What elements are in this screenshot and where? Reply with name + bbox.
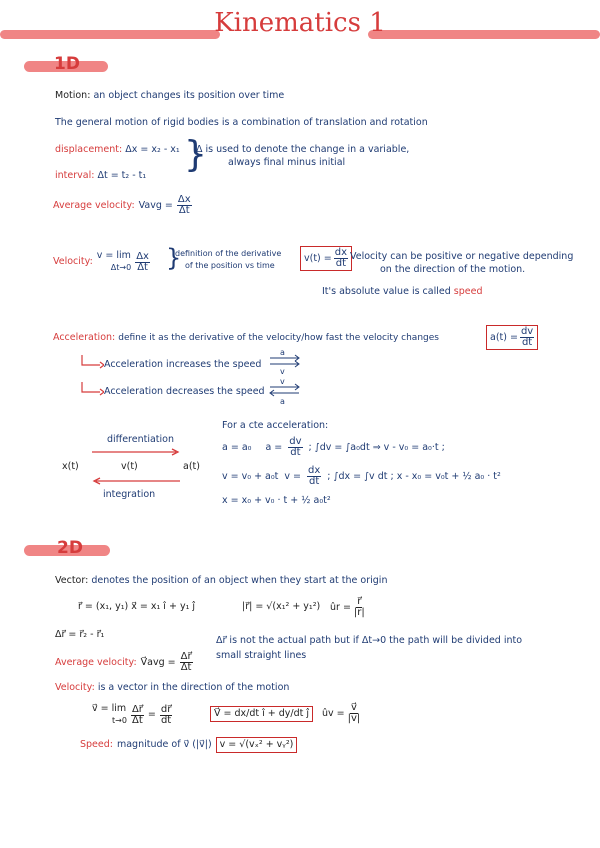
avg-velocity-lhs: Vavg = [138, 199, 173, 211]
cte-row-1: a = a₀ a = $\frac{dv}{dt}$ ; ∫dv = ∫a₀dt ⇒ v - v₀ = a₀·t ; [222, 436, 445, 458]
dr-note-2: small straight lines [216, 650, 307, 661]
unit-v: ûv = $\frac{v⃗}{|v|}$ [322, 702, 361, 724]
r-magnitude: |r⃗| = √(x₁² + y₁²) [242, 601, 321, 612]
speed-box: v = √(vₓ² + vᵧ²) [216, 737, 298, 753]
motion-text: an object changes its position over time [93, 90, 285, 101]
dr-equation: Δr⃗ = r⃗₂ - r⃗₁ [55, 629, 105, 640]
acceleration-line [53, 332, 439, 344]
cte-row-2: v = v₀ + a₀t v = $\frac{dx}{dt}$ ; ∫dx = ∫v dt ; x - x₀ = v₀t + ½ a₀ · t² [222, 465, 501, 487]
integration-arrow-icon [92, 477, 180, 485]
velocity-line [53, 250, 150, 274]
unit-r: ûr = $\frac{r⃗}{|r|}$ [330, 596, 365, 618]
a-of-t: a(t) [183, 461, 200, 472]
delta-note-1: Δ is used to denote the change in a variable, [196, 144, 410, 155]
velocity-lim: v = lim [96, 250, 131, 261]
svg-text:v: v [280, 377, 285, 386]
general-motion: The general motion of rigid bodies is a combination of translation and rotation [55, 117, 428, 128]
accel-decreases: Acceleration decreases the speed [104, 386, 265, 397]
avg-velocity-fraction: $\frac{\Delta x}{\Delta t}$ [177, 194, 191, 216]
velocity-label: Velocity: [53, 256, 93, 267]
brace-icon: } [184, 134, 207, 175]
cte-row-3: x = x₀ + v₀ · t + ½ a₀t² [222, 495, 331, 506]
velocity-fraction: $\frac{\Delta x}{\Delta t}$ [136, 250, 149, 273]
vector-text: denotes the position of an object when they start at the origin [91, 575, 388, 586]
velocity-2d-eq: v⃗ = lim t→0 $\frac{\Delta r⃗}{\Delta t}$ = $\frac{dr⃗}{dt}$ [92, 703, 172, 726]
displacement-label: displacement: [55, 144, 123, 155]
differentiation-arrow-icon [92, 448, 180, 456]
section-2d-label: 2D [57, 538, 83, 558]
velocity-2d-line: Velocity: is a vector in the direction of the motion [55, 682, 290, 693]
accel-inc-arrow-icon [80, 355, 104, 371]
r-equation: r⃗ = (x₁, y₁) x⃗ = x₁ î + y₁ ĵ [78, 601, 196, 612]
interval-label: interval: [55, 170, 95, 181]
acceleration-text: define it as the derivative of the velocity/how fast the velocity changes [118, 333, 439, 343]
section-1d-label: 1D [54, 54, 80, 74]
cte-title: For a cte acceleration: [222, 420, 329, 431]
x-of-t: x(t) [62, 461, 79, 472]
avg-velocity-label: Average velocity: [53, 199, 135, 211]
svg-text:a: a [280, 348, 285, 357]
displacement-eq: Δx = x₂ - x₁ [125, 144, 180, 155]
velocity-sign-1: Velocity can be positive or negative depending [350, 251, 574, 262]
vector-line [55, 575, 387, 587]
velocity-limit: Δt→0 [110, 263, 132, 272]
accel-dec-arrow-icon [80, 382, 104, 398]
velocity-components-box: V⃗ = dx/dt î + dy/dt ĵ [210, 706, 313, 722]
svg-text:v: v [280, 367, 285, 375]
abs-value-line: It's absolute value is called speed [322, 286, 483, 297]
avg-velocity-2d: Average velocity: V⃗avg = $\frac{\Delta r⃗}{\Delta t}$ [55, 651, 192, 673]
interval-line [55, 170, 146, 182]
motion-label: Motion: [55, 90, 91, 101]
v-of-t: v(t) [121, 461, 138, 472]
dr-note-1: Δr⃗ is not the actual path but if Δt→0 the path will be divided into [216, 635, 523, 646]
acceleration-label: Acceleration: [53, 332, 116, 343]
svg-text:a: a [280, 397, 285, 406]
avg-velocity-line [53, 195, 192, 216]
page-title: Kinematics 1 [214, 8, 386, 38]
acceleration-box: a(t) = $\frac{dv}{dt}$ [486, 325, 538, 350]
speed-line: Speed: magnitude of v⃗ (|v⃗|) v = √(vₓ² + vᵧ²) [80, 737, 297, 753]
derivative-note: definition of the derivative of the position vs time [175, 249, 282, 270]
brace-icon-2: } [166, 244, 182, 272]
vector-label: Vector: [55, 575, 89, 586]
displacement-line [55, 144, 180, 156]
integration-label: integration [103, 489, 156, 500]
interval-eq: Δt = t₂ - t₁ [97, 170, 147, 181]
delta-note-2: always final minus initial [228, 157, 346, 168]
motion-line [55, 90, 284, 102]
speed-word: speed [453, 286, 483, 297]
velocity-sign-2: on the direction of the motion. [380, 264, 526, 275]
vectors-opposite-direction-icon [268, 376, 302, 406]
differentiation-label: differentiation [107, 434, 175, 445]
accel-increases: Acceleration increases the speed [104, 359, 262, 370]
vectors-same-direction-icon [268, 347, 302, 375]
vt-box: v(t) = $\frac{dx}{dt}$ [300, 246, 352, 271]
